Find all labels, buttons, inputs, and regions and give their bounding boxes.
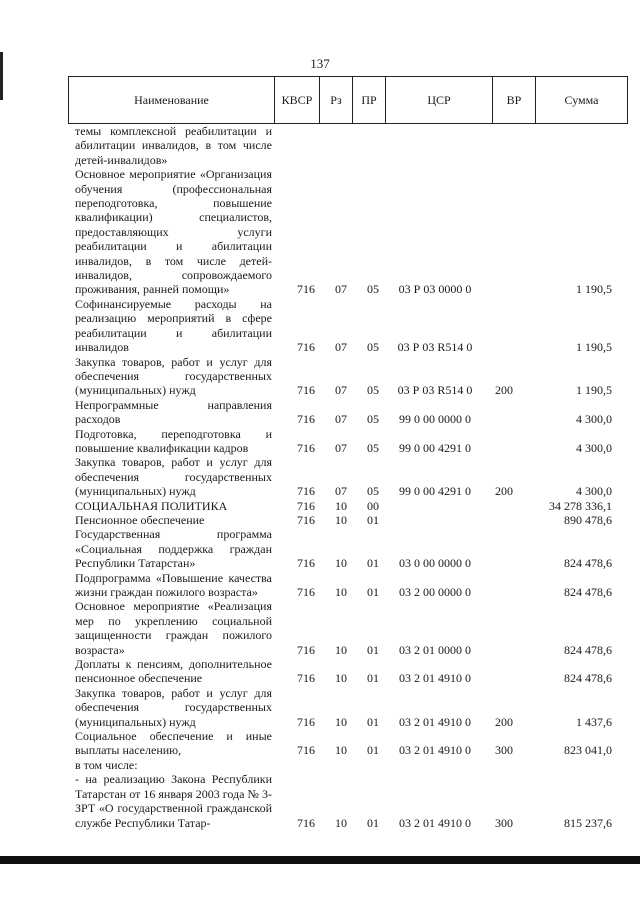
row-name: Социальное обеспечение и иные выплаты населению, [75,729,272,758]
table-row [0,355,640,398]
row-rz: 07 [335,440,347,455]
row-sum: 4 300,0 [576,484,612,499]
row-name: Закупка товаров, работ и услуг для обеспечения государственных (муниципальных) нужд [75,685,272,729]
row-kvsr: 716 [297,484,315,499]
row-rz: 10 [335,556,347,571]
row-kvsr: 716 [297,642,315,657]
row-rz: 07 [335,282,347,297]
row-rz: 07 [335,340,347,355]
row-name: СОЦИАЛЬНАЯ ПОЛИТИКА [75,498,228,513]
row-rz: 10 [335,671,347,686]
row-pr: 05 [367,383,379,398]
row-kvsr: 716 [297,440,315,455]
row-sum: 890 478,6 [564,512,612,527]
page-number: 137 [310,56,330,71]
table-row [0,167,640,297]
table-row [0,686,640,729]
row-csr: 03 2 01 0000 0 [399,642,471,657]
table-row [0,499,640,513]
row-pr: 01 [367,671,379,686]
header-name: Наименование [69,77,275,124]
row-vr: 200 [495,714,513,729]
row-csr: 03 2 00 0000 0 [399,585,471,599]
row-pr: 05 [367,484,379,499]
header-kvsr: КВСР [275,77,320,124]
row-sum: 824 478,6 [564,556,612,571]
row-name: Доплаты к пенсиям, дополнительное пенсионное обеспечение [75,657,272,686]
row-csr: 03 2 01 4910 0 [399,743,471,758]
table-row [0,758,640,772]
header-pr: ПР [353,77,386,124]
row-name: Закупка товаров, работ и услуг для обеспечения государственных (муниципальных) нужд [75,455,272,499]
table-row [0,455,640,498]
row-name: Софинансируемые расходы на реализацию мероприятий в сфере реабилитации и абилитации инвалидов [75,296,272,355]
row-rz: 10 [335,743,347,758]
table-row [0,571,640,600]
row-csr: 03 2 01 4910 0 [399,714,471,729]
row-rz: 10 [335,642,347,657]
row-pr: 01 [367,714,379,729]
row-sum: 1 190,5 [576,340,612,355]
row-vr: 300 [495,743,513,758]
row-pr: 05 [367,412,379,427]
row-kvsr: 716 [297,383,315,398]
row-kvsr: 716 [297,512,315,527]
table-header [68,76,628,124]
row-name: Непрограммные направления расходов [75,397,272,427]
table-row [0,657,640,686]
row-sum: 4 300,0 [576,412,612,427]
row-name: Пенсионное обеспечение [75,512,205,527]
row-pr: 01 [367,585,379,599]
row-sum: 824 478,6 [564,671,612,686]
header-sum: Сумма [536,77,628,124]
row-sum: 1 437,6 [576,714,612,729]
row-sum: 34 278 336,1 [549,498,612,513]
row-rz: 07 [335,383,347,398]
row-rz: 10 [335,714,347,729]
table-row [0,297,640,355]
row-kvsr: 716 [297,282,315,297]
row-csr: 99 0 00 4291 0 [399,440,471,455]
row-name: Основное мероприятие «Реализация мер по укреплению социальной защищенности граждан пожилого возраста» [75,599,272,657]
row-pr: 01 [367,512,379,527]
row-kvsr: 716 [297,743,315,758]
row-name: Закупка товаров, работ и услуг для обеспечения государственных (муниципальных) нужд [75,354,272,398]
row-vr: 200 [495,484,513,499]
row-name: темы комплексной реабилитации и абилитации инвалидов, в том числе детей-инвалидов» [75,124,272,167]
row-name: Подпрограмма «Повышение качества жизни граждан пожилого возраста» [75,570,272,599]
row-sum: 1 190,5 [576,383,612,398]
table-row [0,124,640,167]
row-kvsr: 716 [297,340,315,355]
row-name: в том числе: [75,757,138,772]
row-pr: 01 [367,642,379,657]
row-name: Подготовка, переподготовка и повышение квалификации кадров [75,426,272,455]
row-kvsr: 716 [297,556,315,571]
table-row [0,527,640,570]
row-sum: 823 041,0 [564,743,612,758]
row-kvsr: 716 [297,714,315,729]
row-vr: 300 [495,815,513,830]
row-name: Основное мероприятие «Организация обучения (профессиональная переподготовка, повышение квалификации) специалистов, предоставляющих услуги реабилитации и абилитации инвалидов, в том числе детей-инвалидов, сопровождаемого проживания, ранней помощи» [75,167,272,297]
row-kvsr: 716 [297,815,315,830]
row-sum: 1 190,5 [576,282,612,297]
row-csr: 03 Р 03 R514 0 [397,383,473,398]
header-vr: ВР [493,77,536,124]
row-kvsr: 716 [297,585,315,599]
table-row [0,729,640,758]
row-pr: 05 [367,340,379,355]
table-row [0,772,640,830]
row-pr: 05 [367,282,379,297]
row-kvsr: 716 [297,498,315,513]
header-csr: ЦСР [386,77,493,124]
table-row [0,513,640,527]
row-rz: 10 [335,815,347,830]
header-rz: Рз [320,77,353,124]
row-csr: 99 0 00 4291 0 [399,484,471,499]
row-sum: 824 478,6 [564,585,612,599]
row-pr: 05 [367,440,379,455]
row-csr: 03 2 01 4910 0 [399,815,471,830]
table-row [0,599,640,657]
row-vr: 200 [495,383,513,398]
row-csr: 03 Р 03 R514 0 [397,340,473,355]
row-rz: 10 [335,585,347,599]
row-csr: 99 0 00 0000 0 [399,412,471,427]
row-sum: 4 300,0 [576,440,612,455]
row-sum: 815 237,6 [564,815,612,830]
row-rz: 10 [335,498,347,513]
row-csr: 03 2 01 4910 0 [399,671,471,686]
row-kvsr: 716 [297,412,315,427]
page-bottom-edge [0,856,640,864]
row-pr: 01 [367,815,379,830]
row-pr: 01 [367,556,379,571]
row-pr: 00 [367,498,379,513]
row-csr: 03 Р 03 0000 0 [398,282,472,297]
row-rz: 07 [335,484,347,499]
row-csr: 03 0 00 0000 0 [399,556,471,571]
row-name: - на реализацию Закона Республики Татарстан от 16 января 2003 года № 3-ЗРТ «О государственной гражданской службе Республики Татар- [75,772,272,830]
row-rz: 10 [335,512,347,527]
row-name: Государственная программа «Социальная поддержка граждан Республики Татарстан» [75,527,272,571]
table-row [0,398,640,427]
table-body [0,124,640,830]
row-pr: 01 [367,743,379,758]
table-row [0,427,640,456]
row-kvsr: 716 [297,671,315,686]
row-rz: 07 [335,412,347,427]
row-sum: 824 478,6 [564,642,612,657]
